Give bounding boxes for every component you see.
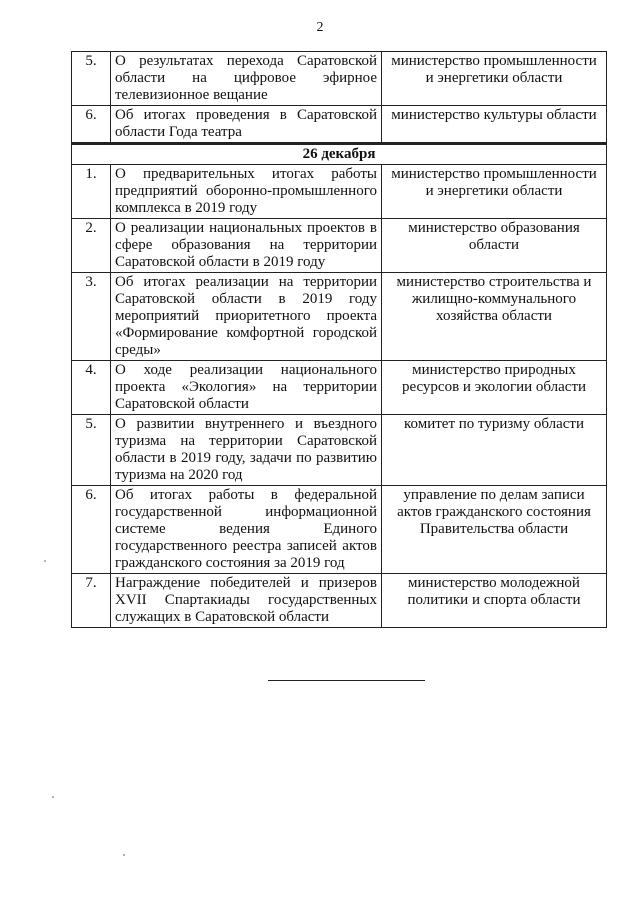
scan-speck	[44, 560, 46, 562]
table-row	[72, 486, 607, 574]
page-number: 2	[316, 20, 324, 35]
table-row	[72, 361, 607, 415]
end-of-document-line	[268, 680, 425, 681]
scan-speck	[123, 854, 125, 856]
row-number: 3.	[72, 273, 111, 361]
row-topic: О предварительных итогах работы предприятий оборонно-промышленного комплекса в 2019 году	[111, 165, 382, 219]
row-responsible: министерство культуры области	[382, 106, 607, 144]
table-row	[72, 415, 607, 486]
table-row	[72, 52, 607, 106]
rows-before-date	[72, 52, 607, 165]
row-responsible: министерство образования области	[382, 219, 607, 273]
table-row	[72, 273, 607, 361]
row-topic: О реализации национальных проектов в сфере образования на территории Саратовской области в 2019 году	[111, 219, 382, 273]
row-topic: Об итогах проведения в Саратовской области Года театра	[111, 106, 382, 144]
row-responsible: министерство промышленности и энергетики области	[382, 165, 607, 219]
row-responsible: министерство строительства и жилищно-коммунального хозяйства области	[382, 273, 607, 361]
row-topic: Об итогах работы в федеральной государственной информационной системе ведения Единого государственного реестра записей актов гражданского состояния за 2019 год	[111, 486, 382, 574]
date-heading-row	[72, 145, 607, 165]
row-responsible: комитет по туризму области	[382, 415, 607, 486]
table-row	[72, 574, 607, 628]
row-topic: О результатах перехода Саратовской области на цифровое эфирное телевизионное вещание	[111, 52, 382, 106]
row-number: 6.	[72, 486, 111, 574]
row-number: 5.	[72, 415, 111, 486]
row-responsible: министерство промышленности и энергетики области	[382, 52, 607, 106]
row-number: 7.	[72, 574, 111, 628]
table-row	[72, 106, 607, 144]
row-responsible: министерство молодежной политики и спорта области	[382, 574, 607, 628]
row-number: 4.	[72, 361, 111, 415]
row-number: 1.	[72, 165, 111, 219]
date-heading: 26 декабря	[72, 145, 607, 165]
row-topic: О развитии внутреннего и въездного туризма на территории Саратовской области в 2019 году, задачи по развитию туризма на 2020 год	[111, 415, 382, 486]
table-row	[72, 219, 607, 273]
row-topic: О ходе реализации национального проекта «Экология» на территории Саратовской области	[111, 361, 382, 415]
row-responsible: министерство природных ресурсов и экологии области	[382, 361, 607, 415]
row-topic: Награждение победителей и призеров XVII Спартакиады государственных служащих в Саратовской области	[111, 574, 382, 628]
row-responsible: управление по делам записи актов гражданского состояния Правительства области	[382, 486, 607, 574]
row-number: 6.	[72, 106, 111, 144]
row-number: 2.	[72, 219, 111, 273]
row-topic: Об итогах реализации на территории Саратовской области в 2019 году мероприятий приоритетного проекта «Формирование комфортной городской среды»	[111, 273, 382, 361]
row-number: 5.	[72, 52, 111, 106]
schedule-table	[71, 51, 607, 628]
rows-after-date	[72, 165, 607, 628]
table-row	[72, 165, 607, 219]
scan-speck	[52, 796, 54, 798]
